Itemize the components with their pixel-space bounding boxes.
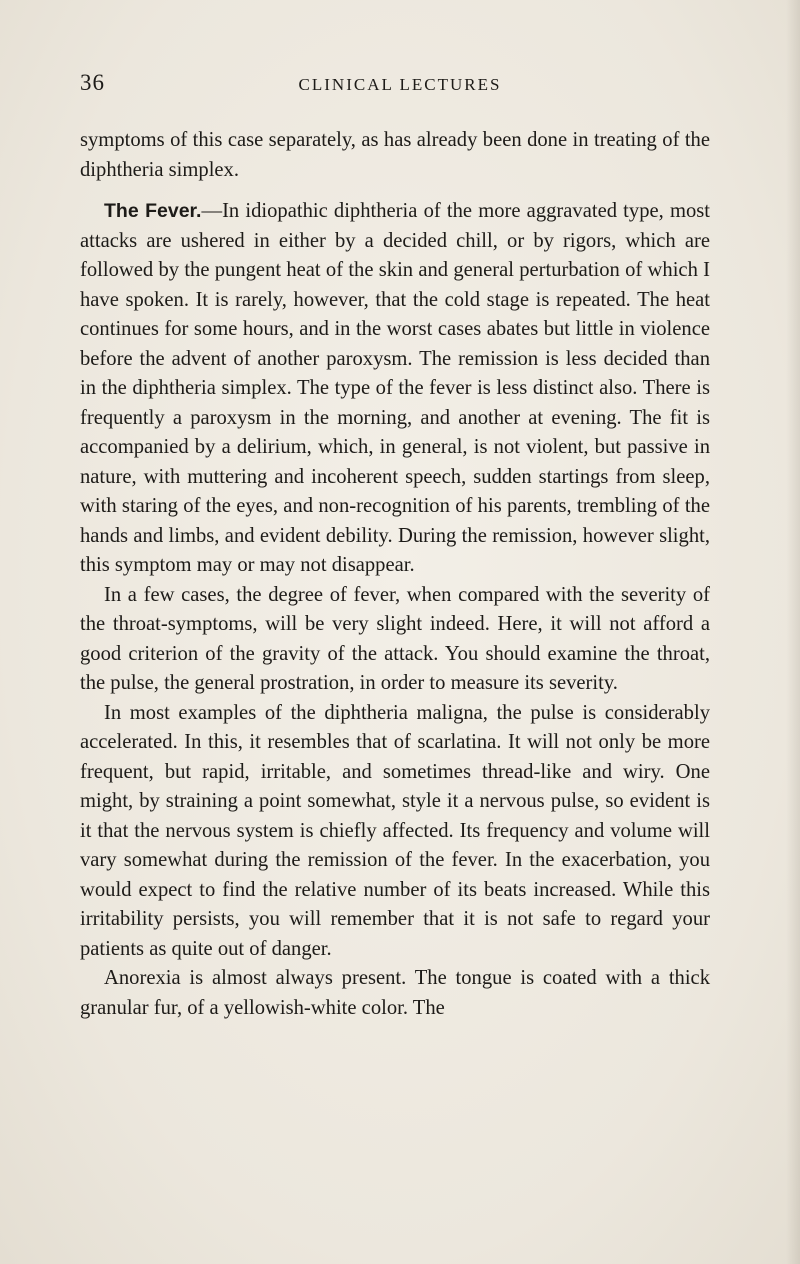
- running-head: CLINICAL LECTURES: [298, 75, 502, 94]
- paragraph-text: —In idiopathic diphtheria of the more aggravated type, most attacks are ushered in either by a decided chill, or by rigors, which are followed by the pungent heat of the skin and general perturbation of which I have spoken. It is rarely, however, that the cold stage is repeated. The heat continues for some hours, and in the worst cases abates but little in violence before the advent of another paroxysm. The remission is less decided than in the diphtheria simplex. The type of the fever is less distinct also. There is frequently a paroxysm in the morning, and another at evening. The fit is accompanied by a delirium, which, in general, is not violent, but passive in nature, with muttering and incoherent speech, sudden startings from sleep, with staring of the eyes, and non-recognition of his parents, trembling of the hands and limbs, and evident debility. During the remission, however slight, this symptom may or may not disappear.: [80, 200, 710, 576]
- page-number: 36: [80, 70, 105, 95]
- paragraph-text: In a few cases, the degree of fever, when compared with the severity of the throat-symptoms, will be very slight indeed. Here, it will not afford a good criterion of the gravity of the attack. You should examine the throat, the pulse, the general prostration, in order to measure its severity.: [80, 583, 710, 694]
- paragraph-text: symptoms of this case separately, as has already been done in treating of the diphtheria simplex.: [80, 129, 710, 181]
- paragraph-text: In most examples of the diphtheria maligna, the pulse is considerably accelerated. In this, it resembles that of scarlatina. It will not only be more frequent, but rapid, irritable, and sometimes thread-like and wiry. One might, by straining a point somewhat, style it a nervous pulse, so evident is it that the nervous system is chiefly affected. Its frequency and volume will vary somewhat during the remission of the fever. In the exacerbation, you would expect to find the relative number of its beats increased. While this irritability persists, you will remember that it is not safe to regard your patients as quite out of danger.: [80, 701, 710, 960]
- paragraph-text: Anorexia is almost always present. The tongue is coated with a thick granular fur, of a yellowish-white color. The: [80, 967, 710, 1019]
- section-heading: The Fever.: [104, 200, 202, 222]
- paragraph-degree-of-fever: [80, 581, 710, 699]
- paragraph-fever: [80, 197, 710, 581]
- page-header: [80, 70, 720, 102]
- paragraph-pulse: [80, 699, 710, 965]
- page-edge-shadow: [786, 0, 800, 1264]
- body-text: [80, 126, 710, 1023]
- paragraph-continuation: [80, 126, 710, 185]
- paragraph-anorexia: [80, 964, 710, 1023]
